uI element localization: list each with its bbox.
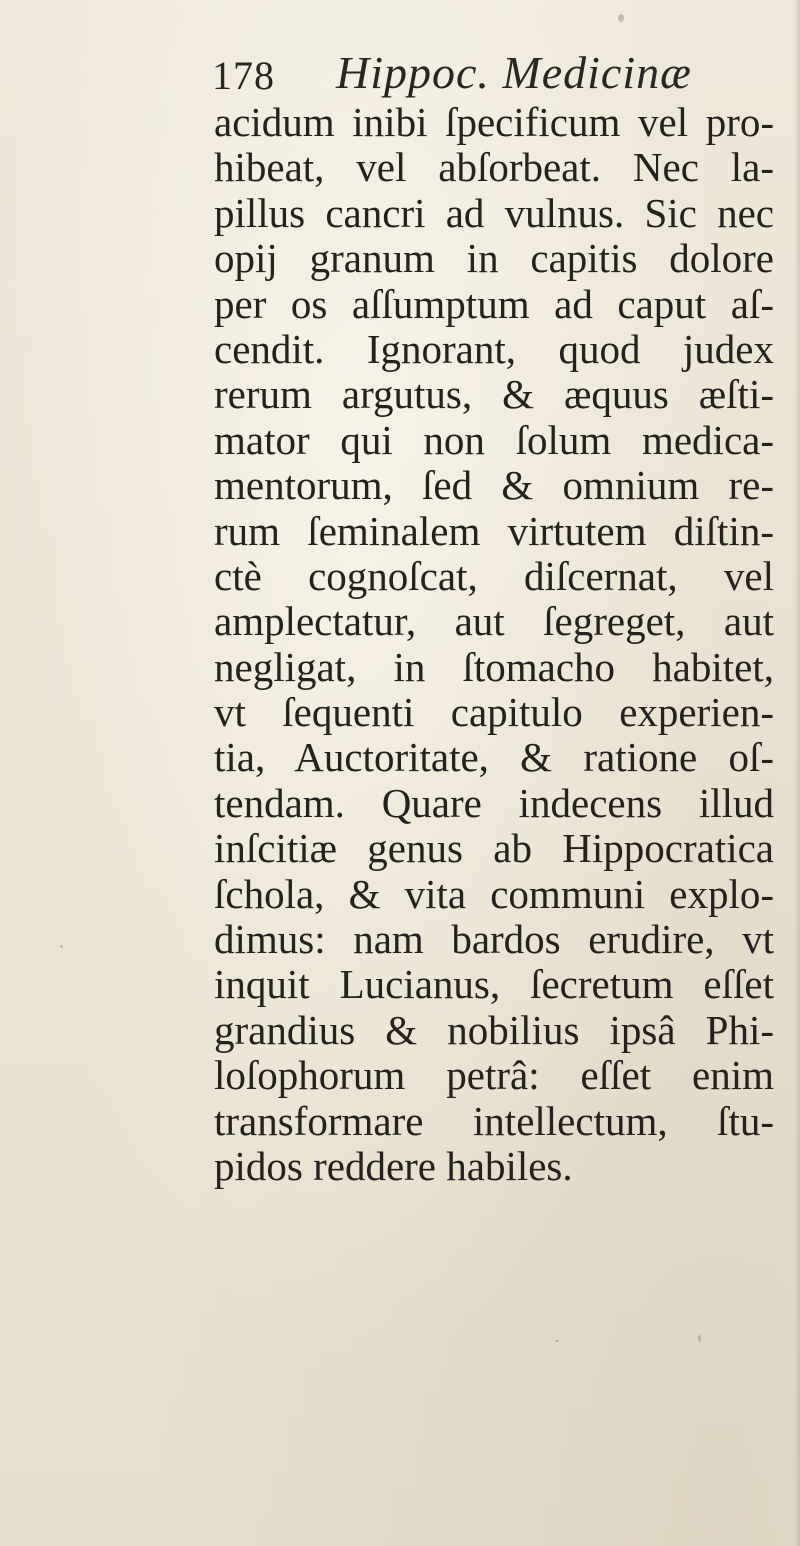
text-line: ctè cognoſcat, diſcernat, vel [214,552,774,599]
text-line: grandius & nobilius ipsâ Phi- [214,1006,774,1053]
text-line: rerum argutus, & æquus æſti- [214,371,774,418]
text-line: transformare intellectum, ſtu- [214,1097,774,1144]
text-line: mator qui non ſolum medica- [214,416,774,463]
page-number: 178 [212,53,275,98]
text-line: dimus: nam bardos erudire, vt [214,916,774,963]
text-line: hibeat, vel abſorbeat. Nec la- [214,144,774,191]
text-line: mentorum, ſed & omnium re- [214,462,774,509]
text-line: amplectatur, aut ſegreget, aut [214,598,774,645]
text-line: negligat, in ſtomacho habitet, [214,643,774,690]
paper-speck [555,1340,559,1342]
text-line: per os aſſumptum ad caput aſ- [214,280,774,327]
text-line: pidos reddere habiles. [214,1142,573,1189]
text-line: acidum inibi ſpecificum vel pro- [214,99,774,145]
text-line: loſophorum petrâ: eſſet enim [214,1052,774,1099]
text-line: inquit Lucianus, ſecretum eſſet [214,961,774,1008]
text-line: cendit. Ignorant, quod judex [214,325,774,372]
text-line: tendam. Quare indecens illud [214,779,774,826]
body-text [214,100,774,1189]
text-line: opij granum in capitis dolore [214,235,774,282]
paper-speck [60,945,63,948]
text-line: tia, Auctoritate, & ratione oſ- [214,734,774,781]
text-line: pillus cancri ad vulnus. Sic nec [214,189,774,236]
text-line: inſcitiæ genus ab Hippocratica [214,825,774,872]
paper-speck [698,1335,701,1342]
running-head: Hippoc. Medicinæ [336,47,692,98]
text-line: rum ſeminalem virtutem diſtin- [214,507,774,554]
page-header [212,46,732,102]
page-edge [794,0,800,1546]
text-line: ſchola, & vita communi explo- [214,870,774,917]
paper-speck [618,14,624,22]
text-line: vt ſequenti capitulo experien- [214,689,774,736]
